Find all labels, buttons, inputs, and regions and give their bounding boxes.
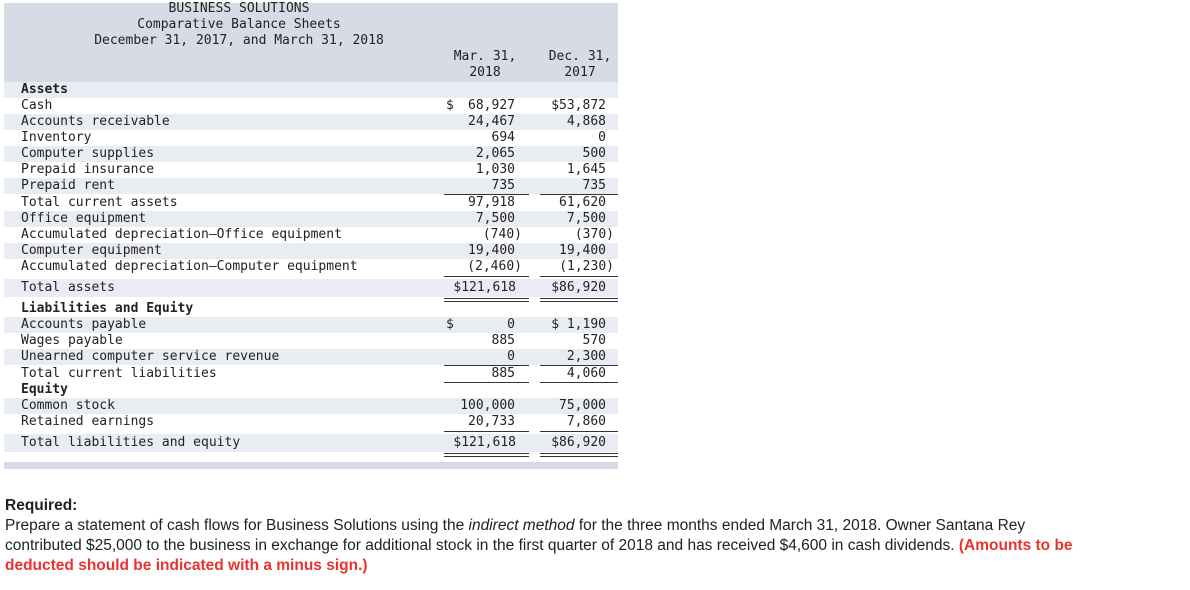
- table-row: [4, 317, 618, 333]
- required-red-note: (Amounts to be deducted should be indicated with a minus sign.): [5, 537, 1073, 574]
- sheet-header: [4, 3, 618, 82]
- required-text: [5, 516, 1075, 576]
- total-liabilities-equity-row: [4, 434, 618, 452]
- col-header-mar-line1: Mar. 31,: [453, 49, 517, 64]
- table-row: [4, 98, 618, 114]
- row-label: Office equipment: [21, 211, 147, 226]
- value-dec: $53,872: [551, 98, 606, 113]
- assets-heading: Assets: [21, 82, 68, 97]
- value-mar: 2,065: [475, 146, 515, 161]
- double-rule: [540, 453, 618, 457]
- table-row: [4, 227, 618, 243]
- value-mar: 20,733: [468, 414, 515, 429]
- table-row: [4, 349, 618, 365]
- table-row: [4, 146, 618, 162]
- value-dec: 7,500: [566, 211, 606, 226]
- col-header-dec: [535, 49, 625, 81]
- subtotal-rule: [444, 276, 529, 277]
- dollar-sign: $: [446, 98, 454, 113]
- value-mar: 19,400: [468, 243, 515, 258]
- table-row: [4, 259, 618, 275]
- value-dec: $86,920: [551, 280, 606, 295]
- equity-heading: Equity: [21, 382, 68, 397]
- value-mar: 7,500: [475, 211, 515, 226]
- value-mar: 694: [491, 130, 515, 145]
- row-label: Accumulated depreciation—Office equipment: [21, 227, 342, 242]
- row-label: Wages payable: [21, 333, 123, 348]
- value-mar: 0: [507, 317, 515, 332]
- equity-heading-row: [4, 382, 618, 398]
- value-dec: (1,230): [559, 259, 614, 274]
- subtotal-rule: [444, 431, 529, 432]
- balance-sheet: [4, 3, 618, 471]
- dollar-sign: $: [446, 317, 454, 332]
- row-label: Accounts receivable: [21, 114, 170, 129]
- row-label: Prepaid rent: [21, 178, 115, 193]
- row-label: Computer equipment: [21, 243, 162, 258]
- double-rule: [444, 453, 529, 457]
- value-mar: 0: [507, 349, 515, 364]
- total-assets-row: [4, 279, 618, 297]
- value-dec: $86,920: [551, 435, 606, 450]
- value-dec: 75,000: [559, 398, 606, 413]
- value-mar: 100,000: [460, 398, 515, 413]
- subtotal-rule: [540, 431, 618, 432]
- sheet-title: Comparative Balance Sheets: [137, 17, 341, 32]
- required-italic: indirect method: [468, 517, 575, 534]
- value-mar: 1,030: [475, 162, 515, 177]
- value-mar: 735: [491, 178, 515, 193]
- value-dec: $ 1,190: [551, 317, 606, 332]
- value-dec: 0: [598, 130, 606, 145]
- value-dec: 4,060: [566, 366, 606, 381]
- value-mar: $121,618: [453, 280, 516, 295]
- row-label: Accounts payable: [21, 317, 147, 332]
- row-label: Total current liabilities: [21, 366, 217, 381]
- row-label: Computer supplies: [21, 146, 155, 161]
- table-row: [4, 130, 618, 146]
- row-label: Total assets: [21, 280, 115, 295]
- table-row: [4, 162, 618, 178]
- liabilities-heading: Liabilities and Equity: [21, 301, 194, 316]
- assets-heading-row: [4, 82, 618, 98]
- table-row: [4, 114, 618, 130]
- company-name: BUSINESS SOLUTIONS: [168, 1, 310, 16]
- row-label: Inventory: [21, 130, 92, 145]
- value-mar: $121,618: [453, 435, 516, 450]
- table-row: [4, 398, 618, 414]
- value-dec: 2,300: [566, 349, 606, 364]
- row-label: Prepaid insurance: [21, 162, 155, 177]
- row-label: Retained earnings: [21, 414, 155, 429]
- value-dec: 570: [582, 333, 606, 348]
- row-label: Total liabilities and equity: [21, 435, 241, 450]
- row-label: Cash: [21, 98, 53, 113]
- row-label: Common stock: [21, 398, 115, 413]
- col-header-dec-line1: Dec. 31,: [548, 49, 612, 64]
- sheet-dates: December 31, 2017, and March 31, 2018: [94, 33, 384, 48]
- value-dec: 7,860: [566, 414, 606, 429]
- value-mar: (740): [482, 227, 522, 242]
- required-section: [5, 496, 1075, 576]
- value-mar: 885: [491, 333, 515, 348]
- table-row: [4, 414, 618, 430]
- required-text-part2: for the three months ended March 31, 2018. Owner Santana Rey contributed $25,000 to the business in exchange for additional stock in the first quarter of 2018 and has received $4,600 in cash dividends.: [5, 517, 1026, 554]
- subtotal-rule: [540, 276, 618, 277]
- value-dec: 735: [582, 178, 606, 193]
- required-heading: Required:: [5, 497, 78, 514]
- value-mar: 97,918: [468, 195, 515, 210]
- table-row: [4, 211, 618, 227]
- value-dec: 19,400: [559, 243, 606, 258]
- table-row: [4, 366, 618, 382]
- col-header-dec-line2: 2017: [564, 65, 596, 80]
- table-row: [4, 333, 618, 349]
- liabilities-heading-row: [4, 301, 618, 317]
- table-row: [4, 195, 618, 211]
- table-row: [4, 178, 618, 194]
- value-dec: (370): [574, 227, 614, 242]
- row-label: Unearned computer service revenue: [21, 349, 280, 364]
- value-mar: 24,467: [468, 114, 515, 129]
- col-header-mar: [440, 49, 530, 81]
- value-mar: 885: [491, 366, 515, 381]
- value-mar: 68,927: [468, 98, 515, 113]
- row-label: Total current assets: [21, 195, 178, 210]
- sheet-bottom-bar: [4, 462, 618, 469]
- value-mar: (2,460): [467, 259, 522, 274]
- value-dec: 1,645: [566, 162, 606, 177]
- col-header-mar-line2: 2018: [469, 65, 501, 80]
- row-label: Accumulated depreciation—Computer equipment: [21, 259, 358, 274]
- table-row: [4, 243, 618, 259]
- value-dec: 500: [582, 146, 606, 161]
- required-text-part1: Prepare a statement of cash flows for Business Solutions using the: [5, 517, 469, 534]
- value-dec: 61,620: [559, 195, 606, 210]
- value-dec: 4,868: [566, 114, 606, 129]
